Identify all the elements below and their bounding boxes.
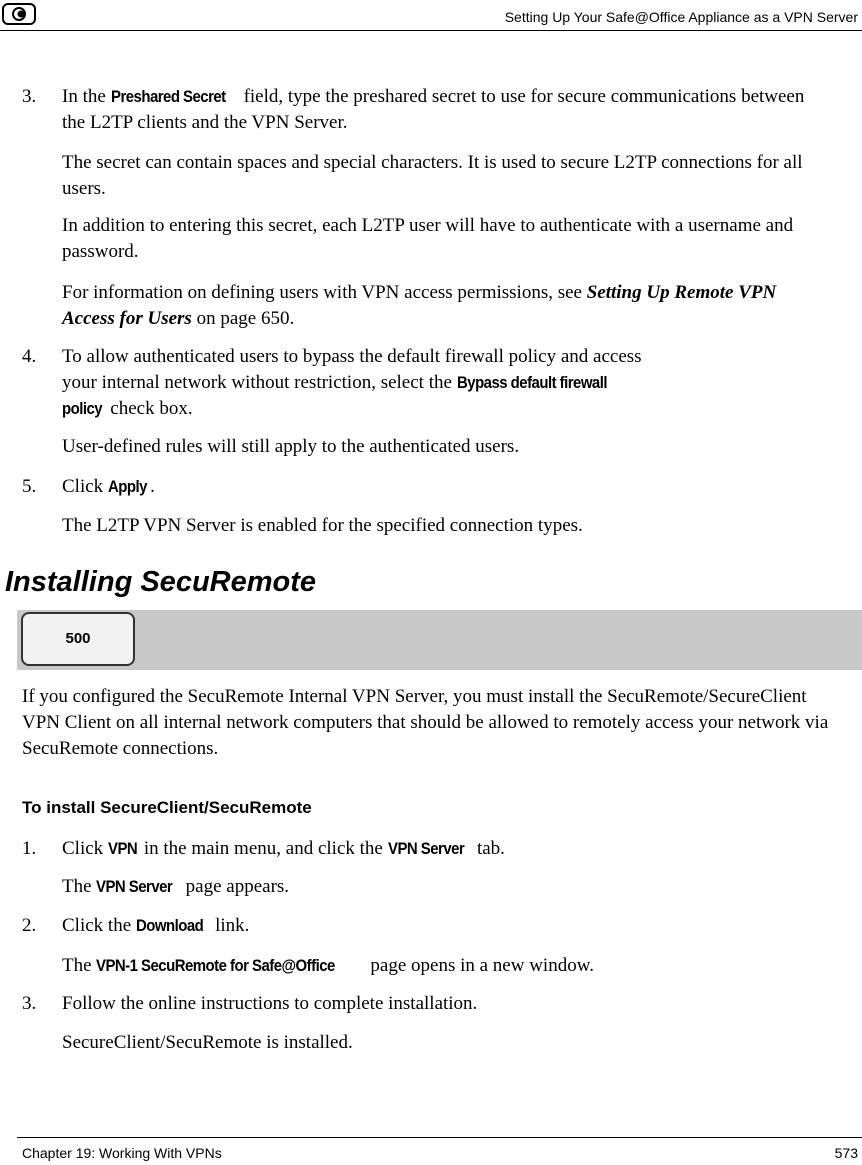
step-text: Click the Download link.: [62, 913, 832, 939]
step-number: 5.: [22, 476, 37, 497]
note-paragraph: The secret can contain spaces and special characters. It is used to secure L2TP connections for all users.: [62, 152, 803, 199]
footer-rule: [17, 1137, 862, 1138]
ui-term: VPN Server: [96, 877, 173, 896]
step-text: Click Apply .: [62, 474, 832, 500]
note-paragraph: The L2TP VPN Server is enabled for the specified connection types.: [62, 515, 583, 536]
step-number: 2.: [22, 915, 37, 936]
note-paragraph: The VPN Server page appears.: [62, 874, 832, 900]
ui-term: Apply: [107, 477, 147, 496]
ui-term: Bypass default firewall: [456, 373, 607, 392]
step-text: Click VPN in the main menu, and click the VPN Server tab.: [62, 836, 832, 862]
step-number: 4.: [22, 346, 37, 367]
note-paragraph: User-defined rules will still apply to the authenticated users.: [62, 436, 520, 457]
step-number: 3.: [22, 993, 37, 1014]
note-paragraph: In addition to entering this secret, each L2TP user will have to authenticate with a username and password.: [62, 215, 794, 262]
ui-term: policy: [62, 399, 103, 418]
step-text: Follow the online instructions to complete installation.: [62, 993, 478, 1014]
procedure-title: To install SecureClient/SecuRemote: [22, 798, 312, 817]
running-header: Setting Up Your Safe@Office Appliance as a VPN Server: [504, 9, 858, 25]
step-text: In the Preshared Secret field, type the preshared secret to use for secure communications between the L2TP clients and the VPN Server.: [62, 86, 805, 133]
step-text: To allow authenticated users to bypass the default firewall policy and access your internal network without restriction, select the Bypass default firewall policy check box.: [62, 344, 832, 422]
note-paragraph: SecureClient/SecuRemote is installed.: [62, 1032, 353, 1053]
step-number: 3.: [22, 86, 37, 107]
ui-term: Download: [135, 916, 204, 935]
model-applicability-bar: [17, 610, 862, 670]
cross-reference-link[interactable]: Setting Up Remote VPN Access for Users: [62, 282, 777, 329]
note-paragraph: The VPN-1 SecuRemote for Safe@Office page opens in a new window.: [62, 953, 832, 979]
footer-chapter: Chapter 19: Working With VPNs: [22, 1145, 222, 1161]
header-rule: [0, 30, 862, 31]
ui-term: VPN-1 SecuRemote for Safe@Office: [96, 956, 336, 975]
ui-term: VPN: [107, 839, 138, 858]
brand-logo-icon: [2, 3, 36, 25]
ui-term: Preshared Secret: [110, 87, 226, 106]
step-number: 1.: [22, 838, 37, 859]
model-badge: 500: [21, 612, 135, 666]
footer-page-number: 573: [834, 1145, 858, 1161]
ui-term: VPN Server: [387, 839, 464, 858]
cross-reference-paragraph: For information on defining users with VPN access permissions, see Setting Up Remote VPN Access for Users on page 650.: [62, 282, 777, 329]
section-intro: If you configured the SecuRemote Internal VPN Server, you must install the SecuRemote/SecureClient VPN Client on all internal network computers that should be allowed to remotely access your network via SecuRemote connections.: [22, 686, 829, 759]
section-heading: Installing SecuRemote: [5, 566, 317, 598]
